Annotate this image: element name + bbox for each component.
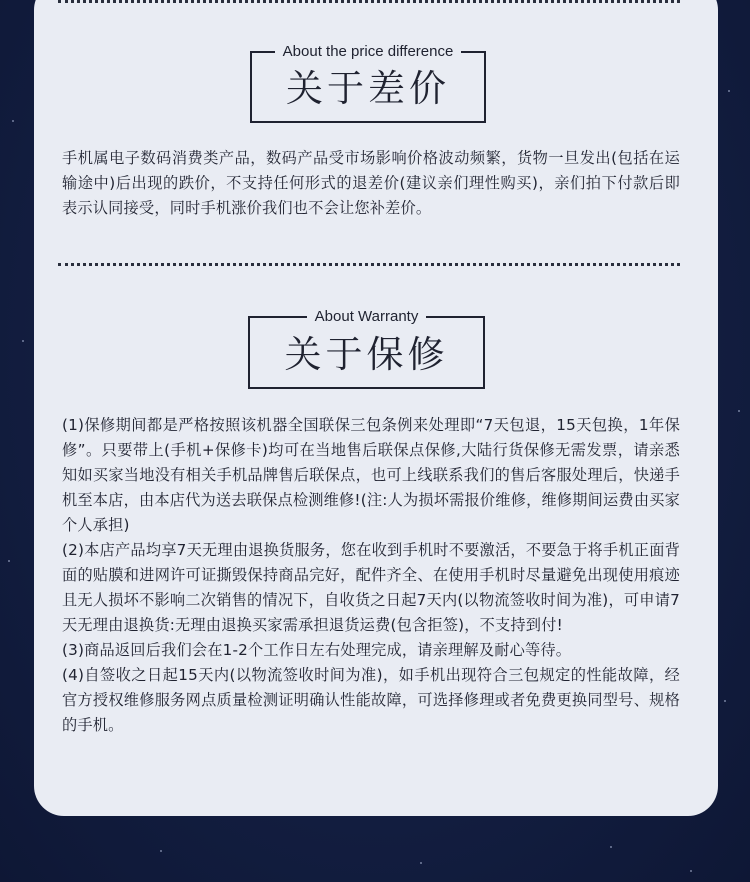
warranty-item-2: (2)本店产品均享7天无理由退换货服务，您在收到手机时不要激活，不要急于将手机正面背面的贴膜和进网许可证撕毁保持商品完好，配件齐全、在使用手机时尽量避免出现使用痕迹且无人损坏不影响二次销售的情况下，自收货之日起7天内(以物流签收时间为准)，可申请7天无理由退换货:无理由退换买家需承担退货运费(包含拒签)，不支持到付! bbox=[62, 541, 680, 634]
warranty-item-3: (3)商品返回后我们会在1-2个工作日左右处理完成，请亲理解及耐心等待。 bbox=[62, 641, 572, 659]
background-star bbox=[738, 410, 740, 412]
background-star bbox=[724, 700, 726, 702]
price-policy-text bbox=[62, 146, 680, 221]
price-title-box bbox=[250, 43, 486, 123]
price-title-en: About the price difference bbox=[275, 43, 462, 60]
dotted-divider-middle bbox=[58, 263, 680, 266]
background-star bbox=[8, 560, 10, 562]
background-star bbox=[728, 90, 730, 92]
background-star bbox=[12, 120, 14, 122]
warranty-title-box bbox=[248, 308, 485, 389]
background-star bbox=[690, 870, 692, 872]
price-policy-paragraph: 手机属电子数码消费类产品，数码产品受市场影响价格波动频繁，货物一旦发出(包括在运输途中)后出现的跌价，不支持任何形式的退差价(建议亲们理性购买)，亲们拍下付款后即表示认同接受，同时手机涨价我们也不会让您补差价。 bbox=[62, 149, 680, 217]
warranty-item-1: (1)保修期间都是严格按照该机器全国联保三包条例来处理即“7天包退，15天包换，1年保修”。只要带上(手机+保修卡)均可在当地售后联保点保修,大陆行货保修无需发票，请亲悉知如买家当地没有相关手机品牌售后联保点，也可上线联系我们的售后客服处理后，快递手机至本店，由本店代为送去联保点检测维修!(注:人为损坏需报价维修，维修期间运费由买家个人承担) bbox=[62, 416, 680, 534]
warranty-title-zh: 关于保修 bbox=[284, 333, 449, 376]
dotted-divider-top bbox=[58, 0, 680, 3]
price-title-zh: 关于差价 bbox=[286, 67, 450, 110]
warranty-policy-text bbox=[62, 413, 680, 738]
warranty-item-4: (4)自签收之日起15天内(以物流签收时间为准)，如手机出现符合三包规定的性能故障，经官方授权维修服务网点质量检测证明确认性能故障，可选择修理或者免费更换同型号、规格的手机。 bbox=[62, 666, 680, 734]
warranty-title-en: About Warranty bbox=[307, 308, 427, 325]
background-star bbox=[22, 340, 24, 342]
background-star bbox=[610, 846, 612, 848]
background-star bbox=[420, 862, 422, 864]
background-star bbox=[160, 850, 162, 852]
